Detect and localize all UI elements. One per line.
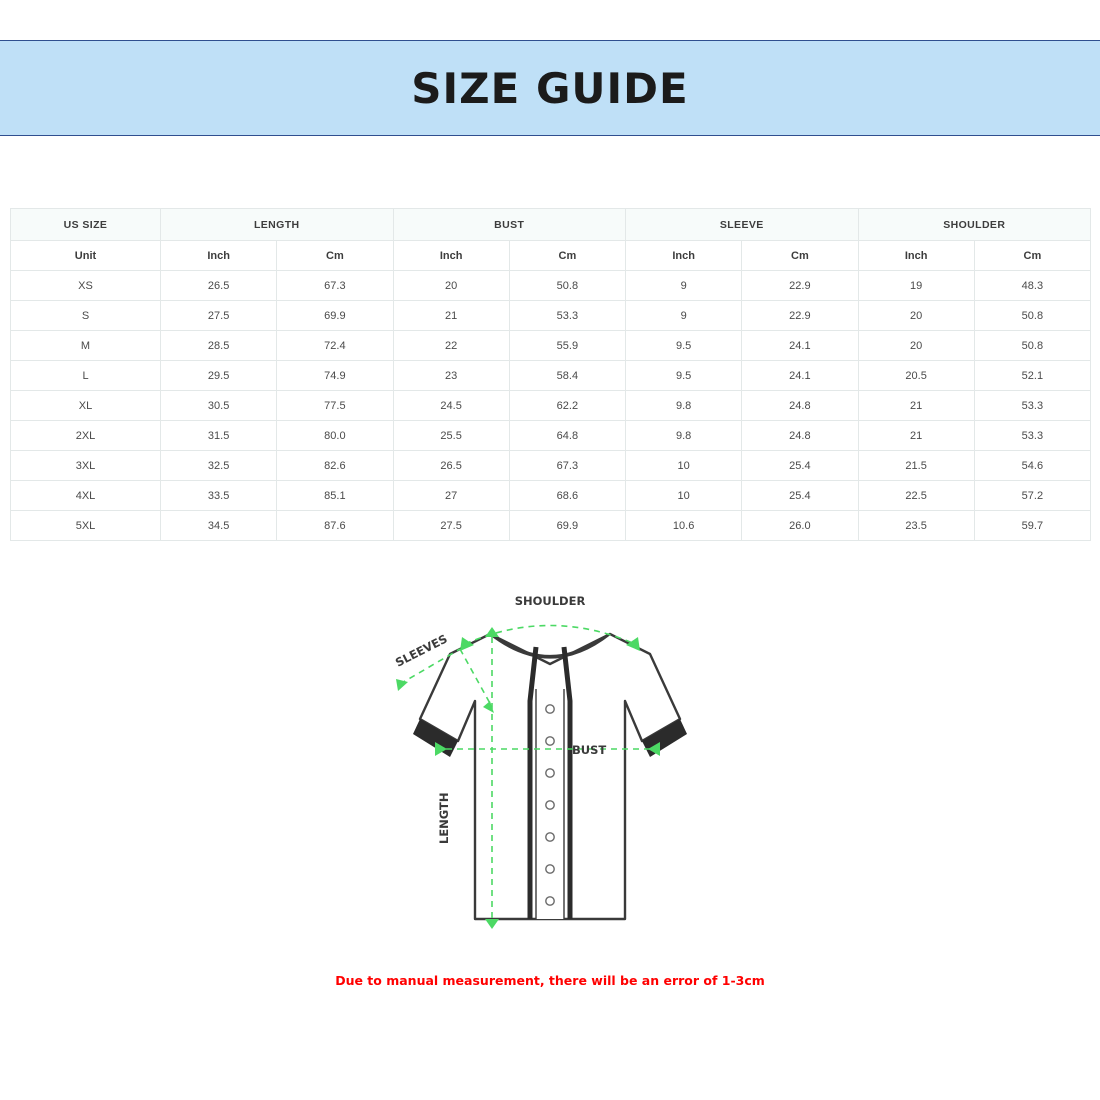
cell-bust-inch: 23 [393, 361, 509, 391]
table-row [11, 271, 1091, 301]
cell-shoulder-inch: 20.5 [858, 361, 974, 391]
cell-sleeve-cm: 26.0 [742, 511, 858, 541]
cell-sleeve-cm: 25.4 [742, 481, 858, 511]
cell-bust-cm: 64.8 [509, 421, 625, 451]
table-row [11, 481, 1091, 511]
table-unit-header-row [11, 241, 1091, 271]
cell-length-cm: 87.6 [277, 511, 393, 541]
cell-size: 3XL [11, 451, 161, 481]
cell-sleeve-cm: 22.9 [742, 271, 858, 301]
table-row [11, 331, 1091, 361]
unit-header-sleeve-inch: Inch [626, 241, 742, 271]
unit-header-length-inch: Inch [161, 241, 277, 271]
cell-length-cm: 80.0 [277, 421, 393, 451]
page-header-banner [0, 40, 1100, 136]
cell-sleeve-cm: 24.1 [742, 331, 858, 361]
cell-bust-cm: 69.9 [509, 511, 625, 541]
cell-bust-inch: 21 [393, 301, 509, 331]
size-chart-table [10, 208, 1091, 541]
cell-bust-cm: 50.8 [509, 271, 625, 301]
cell-bust-inch: 22 [393, 331, 509, 361]
cell-bust-inch: 27.5 [393, 511, 509, 541]
cell-sleeve-cm: 24.1 [742, 361, 858, 391]
unit-header-shoulder-cm: Cm [974, 241, 1090, 271]
cell-length-cm: 67.3 [277, 271, 393, 301]
cell-bust-inch: 24.5 [393, 391, 509, 421]
cell-shoulder-cm: 57.2 [974, 481, 1090, 511]
cell-size: XL [11, 391, 161, 421]
table-row [11, 391, 1091, 421]
cell-size: M [11, 331, 161, 361]
cell-length-inch: 32.5 [161, 451, 277, 481]
cell-bust-inch: 26.5 [393, 451, 509, 481]
cell-sleeve-cm: 22.9 [742, 301, 858, 331]
cell-size: 5XL [11, 511, 161, 541]
cell-length-inch: 30.5 [161, 391, 277, 421]
cell-bust-cm: 62.2 [509, 391, 625, 421]
label-length: LENGTH [437, 792, 451, 844]
unit-header-bust-cm: Cm [509, 241, 625, 271]
cell-shoulder-inch: 21 [858, 391, 974, 421]
label-bust: BUST [572, 743, 607, 757]
cell-sleeve-inch: 9.5 [626, 361, 742, 391]
page-title: SIZE GUIDE [411, 63, 689, 113]
cell-sleeve-inch: 10 [626, 481, 742, 511]
cell-length-inch: 33.5 [161, 481, 277, 511]
label-sleeves: SLEEVES [393, 631, 450, 670]
cell-length-inch: 29.5 [161, 361, 277, 391]
cell-bust-inch: 27 [393, 481, 509, 511]
unit-header-bust-inch: Inch [393, 241, 509, 271]
cell-sleeve-inch: 10 [626, 451, 742, 481]
cell-size: 4XL [11, 481, 161, 511]
group-header-bust: BUST [393, 209, 626, 241]
cell-bust-cm: 58.4 [509, 361, 625, 391]
table-row [11, 421, 1091, 451]
cell-sleeve-cm: 24.8 [742, 391, 858, 421]
cell-length-inch: 28.5 [161, 331, 277, 361]
cell-shoulder-inch: 20 [858, 331, 974, 361]
cell-bust-cm: 53.3 [509, 301, 625, 331]
cell-shoulder-inch: 19 [858, 271, 974, 301]
cell-size: L [11, 361, 161, 391]
cell-shoulder-inch: 21 [858, 421, 974, 451]
cell-bust-inch: 20 [393, 271, 509, 301]
cell-sleeve-inch: 9 [626, 301, 742, 331]
cell-shoulder-inch: 23.5 [858, 511, 974, 541]
cell-length-cm: 69.9 [277, 301, 393, 331]
cell-shoulder-cm: 54.6 [974, 451, 1090, 481]
cell-size: 2XL [11, 421, 161, 451]
cell-shoulder-cm: 59.7 [974, 511, 1090, 541]
cell-length-cm: 85.1 [277, 481, 393, 511]
cell-shoulder-inch: 22.5 [858, 481, 974, 511]
cell-shoulder-cm: 53.3 [974, 421, 1090, 451]
cell-sleeve-inch: 10.6 [626, 511, 742, 541]
label-shoulder: SHOULDER [514, 594, 586, 608]
group-header-length: LENGTH [161, 209, 394, 241]
cell-bust-inch: 25.5 [393, 421, 509, 451]
cell-sleeve-cm: 24.8 [742, 421, 858, 451]
cell-shoulder-cm: 48.3 [974, 271, 1090, 301]
measurement-note: Due to manual measurement, there will be an error of 1-3cm [335, 973, 765, 988]
cell-bust-cm: 67.3 [509, 451, 625, 481]
cell-sleeve-inch: 9.5 [626, 331, 742, 361]
cell-length-cm: 82.6 [277, 451, 393, 481]
cell-length-inch: 27.5 [161, 301, 277, 331]
table-row [11, 301, 1091, 331]
group-header-sleeve: SLEEVE [626, 209, 859, 241]
table-row [11, 361, 1091, 391]
cell-shoulder-inch: 21.5 [858, 451, 974, 481]
table-row [11, 511, 1091, 541]
baseball-jersey-diagram [340, 589, 760, 969]
cell-size: XS [11, 271, 161, 301]
cell-length-cm: 72.4 [277, 331, 393, 361]
size-table-container [10, 208, 1090, 541]
cell-bust-cm: 68.6 [509, 481, 625, 511]
cell-sleeve-cm: 25.4 [742, 451, 858, 481]
table-group-header-row [11, 209, 1091, 241]
unit-header-length-cm: Cm [277, 241, 393, 271]
cell-length-cm: 77.5 [277, 391, 393, 421]
group-header-us-size: US SIZE [11, 209, 161, 241]
table-row [11, 451, 1091, 481]
unit-header-sleeve-cm: Cm [742, 241, 858, 271]
measurement-illustration [0, 589, 1100, 989]
cell-sleeve-inch: 9.8 [626, 391, 742, 421]
cell-bust-cm: 55.9 [509, 331, 625, 361]
cell-length-inch: 26.5 [161, 271, 277, 301]
cell-shoulder-cm: 52.1 [974, 361, 1090, 391]
cell-shoulder-cm: 50.8 [974, 331, 1090, 361]
unit-header-label: Unit [11, 241, 161, 271]
group-header-shoulder: SHOULDER [858, 209, 1091, 241]
cell-sleeve-inch: 9 [626, 271, 742, 301]
cell-shoulder-cm: 50.8 [974, 301, 1090, 331]
cell-shoulder-cm: 53.3 [974, 391, 1090, 421]
cell-shoulder-inch: 20 [858, 301, 974, 331]
cell-size: S [11, 301, 161, 331]
unit-header-shoulder-inch: Inch [858, 241, 974, 271]
cell-length-cm: 74.9 [277, 361, 393, 391]
cell-length-inch: 31.5 [161, 421, 277, 451]
cell-length-inch: 34.5 [161, 511, 277, 541]
cell-sleeve-inch: 9.8 [626, 421, 742, 451]
